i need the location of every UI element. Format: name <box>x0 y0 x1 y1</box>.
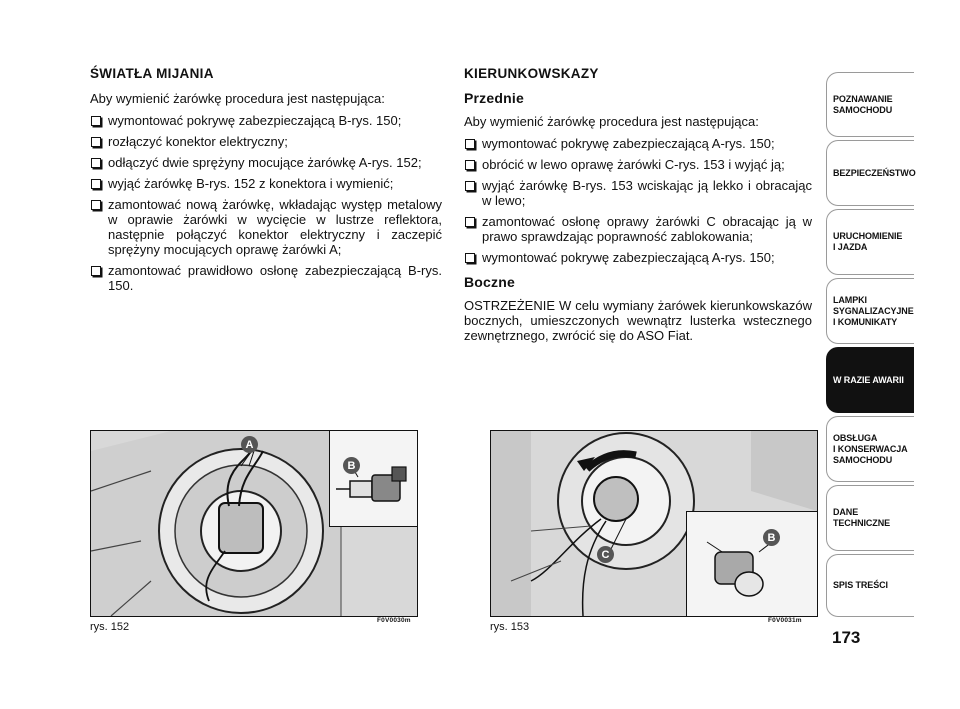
list-item: wyjąć żarówkę B-rys. 153 wciskając ją lekko i obracając w lewo; <box>464 178 812 208</box>
bulb-inset-drawing <box>687 512 818 617</box>
callout-c: C <box>597 546 614 563</box>
subsection-title-front: Przednie <box>464 90 524 106</box>
list-item: wymontować pokrywę zabezpieczającą A-rys. 150; <box>464 136 812 151</box>
list-item: rozłączyć konektor elektryczny; <box>90 134 442 149</box>
tab-uruchomienie-i-jazda[interactable]: URUCHOMIENIE I JAZDA <box>826 209 914 275</box>
list-item: zamontować nową żarówkę, wkładając występ metalowy w oprawie żarówki w wycięcie w lustrze reflektora, następnie połączyć konektor elektryczny i zaczepić sprężyny mocujących oprawę żarówki A; <box>90 197 442 257</box>
figure-152-code: F0V0030m <box>377 617 411 624</box>
section-title-low-beam: ŚWIATŁA MIJANIA <box>90 66 214 81</box>
callout-a: A <box>241 436 258 453</box>
figure-153-caption: rys. 153 <box>490 621 530 633</box>
list-item: zamontować prawidłowo osłonę zabezpieczającą B-rys. 150. <box>90 263 442 293</box>
tab-w-razie-awarii[interactable]: W RAZIE AWARII <box>826 347 914 413</box>
list-item: obrócić w lewo oprawę żarówki C-rys. 153 i wyjąć ją; <box>464 157 812 172</box>
low-beam-steps <box>90 113 442 293</box>
figure-153-code: F0V0031m <box>768 617 802 624</box>
page-number: 173 <box>832 628 861 647</box>
tab-obsluga-i-konserwacja[interactable]: OBSŁUGA I KONSERWACJA SAMOCHODU <box>826 416 914 482</box>
bulb-inset-drawing <box>330 431 418 526</box>
list-item: wymontować pokrywę zabezpieczającą A-rys. 150; <box>464 250 812 265</box>
low-beam-intro: Aby wymienić żarówkę procedura jest następująca: <box>90 91 385 106</box>
bulb-inset <box>329 431 418 527</box>
tab-lampki-sygnalizacyjne[interactable]: LAMPKI SYGNALIZACYJNE I KOMUNIKATY <box>826 278 914 344</box>
figure-153-indicator-bulb <box>490 430 818 617</box>
list-item: zamontować osłonę oprawy żarówki C obracając ją w prawo sprawdzając poprawność zablokowania; <box>464 214 812 244</box>
section-title-indicators: KIERUNKOWSKAZY <box>464 66 599 81</box>
list-item: wyjąć żarówkę B-rys. 152 z konektora i wymienić; <box>90 176 442 191</box>
bulb-inset <box>686 511 818 617</box>
right-column <box>464 66 812 350</box>
list-item: wymontować pokrywę zabezpieczającą B-rys. 150; <box>90 113 442 128</box>
chapter-sidebar <box>826 72 916 617</box>
subsection-title-side: Boczne <box>464 274 515 290</box>
tab-poznawanie-samochodu[interactable]: POZNAWANIE SAMOCHODU <box>826 72 914 137</box>
tab-spis-tresci[interactable]: SPIS TREŚCI <box>826 554 914 617</box>
tab-bezpieczenstwo[interactable]: BEZPIECZEŃSTWO <box>826 140 914 206</box>
front-intro: Aby wymienić żarówkę procedura jest następująca: <box>464 114 759 129</box>
left-column <box>90 66 442 303</box>
front-steps <box>464 136 812 265</box>
figure-152-caption: rys. 152 <box>90 621 130 633</box>
figure-152-low-beam-bulb <box>90 430 418 617</box>
callout-b: B <box>763 529 780 546</box>
side-text: OSTRZEŻENIE W celu wymiany żarówek kierunkowskazów bocznych, umieszczonych wewnątrz lusterka wstecznego zewnętrznego, zwrócić się do ASO Fiat. <box>464 298 812 343</box>
tab-dane-techniczne[interactable]: DANE TECHNICZNE <box>826 485 914 551</box>
list-item: odłączyć dwie sprężyny mocujące żarówkę A-rys. 152; <box>90 155 442 170</box>
callout-b: B <box>343 457 360 474</box>
